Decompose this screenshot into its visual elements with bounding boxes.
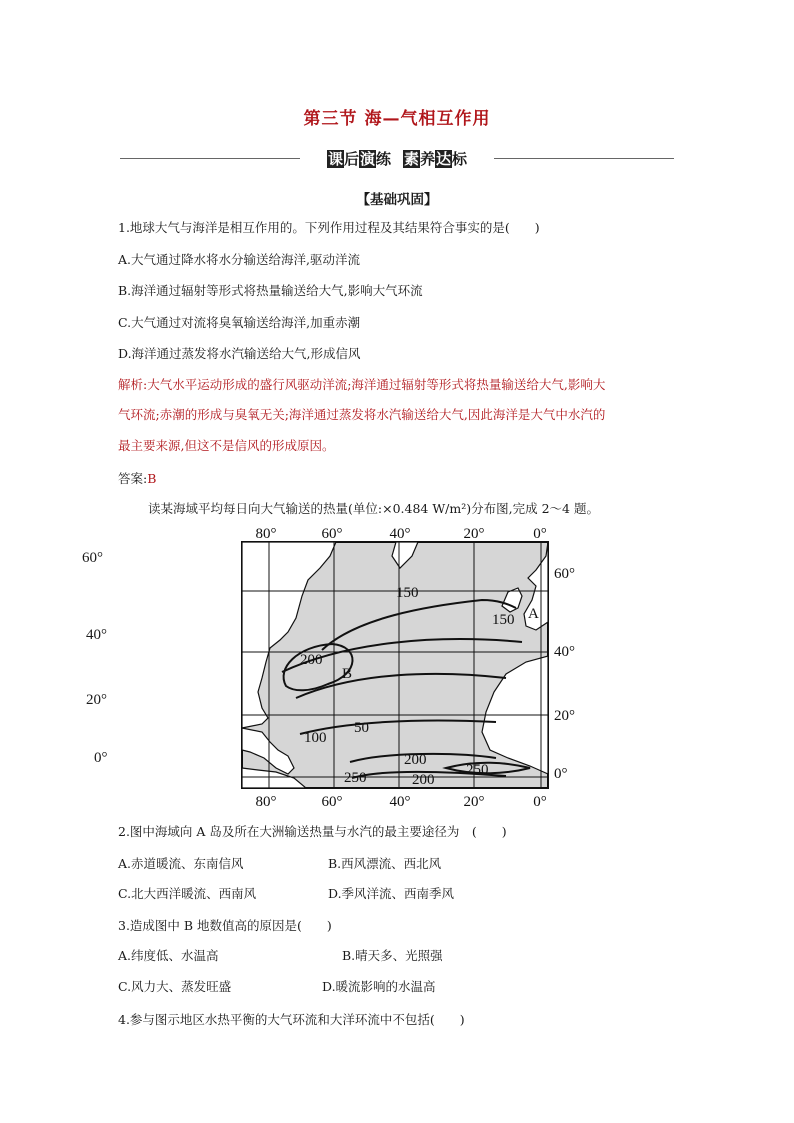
q1-option-b: B.海洋通过辐射等形式将热量输送给大气,影响大气环流: [118, 283, 423, 298]
lon-labels-top: [256, 526, 547, 542]
contour-label: 50: [354, 720, 369, 736]
point-b-label: B: [342, 666, 353, 682]
lat-labels-right: [554, 566, 575, 782]
banner-text: [310, 148, 484, 170]
banner-char: 练: [375, 150, 391, 168]
contour-label: 150: [492, 612, 515, 628]
subsection-heading: 【基础巩固】: [356, 192, 438, 208]
banner: [120, 148, 674, 170]
lon-label: 60°: [321, 526, 343, 542]
q1-stem: 1.地球大气与海洋是相互作用的。下列作用过程及其结果符合事实的是( ): [118, 220, 540, 235]
lon-label: 80°: [255, 794, 277, 810]
contour-label: 150: [396, 585, 419, 601]
banner-char: 课: [327, 150, 343, 168]
q2-stem: 2.图中海域向 A 岛及所在大洲输送热量与水汽的最主要途径为 ( ): [118, 824, 507, 839]
q2-option-c: C.北大西洋暖流、西南风: [118, 886, 257, 901]
q4-stem: 4.参与图示地区水热平衡的大气环流和大洋环流中不包括( ): [118, 1012, 465, 1027]
banner-char: 后: [343, 150, 359, 168]
lon-label: 20°: [463, 526, 485, 542]
q1-option-d: D.海洋通过蒸发将水汽输送给大气,形成信风: [118, 346, 361, 361]
q3-option-d: D.暖流影响的水温高: [322, 979, 436, 994]
map-intro: 读某海域平均每日向大气输送的热量(单位:×0.484 W/m²)分布图,完成 2～4 题。: [148, 501, 599, 516]
answer-label: 答案:: [118, 471, 148, 486]
lat-label: 20°: [554, 708, 575, 724]
banner-rule-right: [494, 158, 674, 159]
lon-label: 0°: [533, 794, 547, 810]
lon-label: 40°: [389, 794, 411, 810]
lat-label: 20°: [86, 692, 107, 708]
contour-label: 200: [300, 652, 323, 668]
q3-option-a: A.纬度低、水温高: [118, 948, 219, 963]
contour-label: 250: [466, 762, 489, 778]
lat-label: 40°: [554, 644, 575, 660]
answer-value: B: [147, 471, 157, 486]
lat-label: 60°: [554, 566, 575, 582]
lon-label: 40°: [389, 526, 411, 542]
q1-analysis-line: 最主要来源,但这不是信风的形成原因。: [118, 438, 335, 453]
contour-label: 100: [304, 730, 327, 746]
lat-label: 0°: [554, 766, 568, 782]
q1-answer: [118, 469, 156, 487]
q2-option-b: B.西风漂流、西北风: [328, 856, 442, 871]
banner-char: 标: [452, 150, 468, 168]
lat-label: 40°: [86, 627, 107, 643]
lat-label: 60°: [82, 550, 103, 566]
q1-analysis-line: 解析:大气水平运动形成的盛行风驱动洋流;海洋通过辐射等形式将热量输送给大气,影响大: [118, 377, 606, 392]
contour-label: 200: [404, 752, 427, 768]
lon-labels-bottom: [256, 794, 547, 810]
q1-analysis-line: 气环流;赤潮的形成与臭氧无关;海洋通过蒸发将水汽输送给大气,因此海洋是大气中水汽的: [118, 407, 606, 422]
lat-label: 0°: [94, 750, 108, 766]
lon-label: 60°: [321, 794, 343, 810]
banner-char: 素: [404, 150, 420, 168]
point-a-label: A: [528, 606, 539, 622]
banner-char: 达: [436, 150, 452, 168]
contour-label: 250: [344, 770, 367, 786]
q3-stem: 3.造成图中 B 地数值高的原因是( ): [118, 918, 332, 933]
banner-rule-left: [120, 158, 300, 159]
lon-label: 0°: [533, 526, 547, 542]
q1-option-c: C.大气通过对流将臭氧输送给海洋,加重赤潮: [118, 315, 361, 330]
page-title: 第三节 海—气相互作用: [303, 109, 491, 129]
heat-flux-map: [236, 522, 590, 812]
banner-char: 养: [420, 150, 436, 168]
q3-option-c: C.风力大、蒸发旺盛: [118, 979, 232, 994]
lon-label: 80°: [255, 526, 277, 542]
lon-label: 20°: [463, 794, 485, 810]
q1-option-a: A.大气通过降水将水分输送给海洋,驱动洋流: [118, 252, 360, 267]
contour-label: 200: [412, 772, 435, 788]
q2-option-d: D.季风洋流、西南季风: [328, 886, 455, 901]
q2-option-a: A.赤道暖流、东南信风: [118, 856, 244, 871]
banner-char: 演: [359, 150, 375, 168]
q3-option-b: B.晴天多、光照强: [342, 948, 443, 963]
